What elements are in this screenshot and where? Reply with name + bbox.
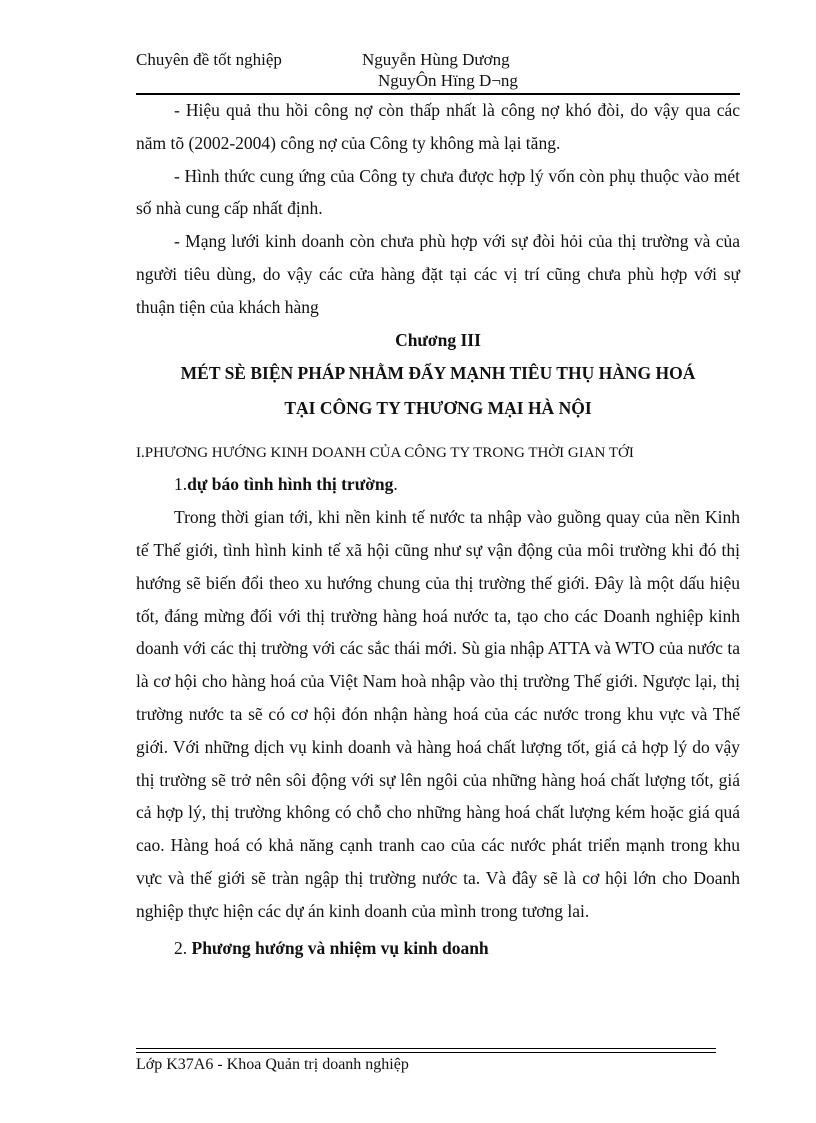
- footer-text: Lớp K37A6 - Khoa Quản trị doanh nghiệp: [136, 1056, 409, 1073]
- subsection-1-period: .: [393, 474, 398, 495]
- subsection-1-heading: [136, 468, 740, 501]
- footer-rule: [136, 1048, 716, 1053]
- chapter-title-line2: TẠI CÔNG TY THƯƠNG MẠI HÀ NỘI: [284, 398, 592, 419]
- subsection-2-heading: [136, 932, 740, 965]
- paragraph-supply-form: - Hình thức cung ứng của Công ty chưa được hợp lý vốn còn phụ thuộc vào mét số nhà cung cấp nhất định.: [136, 165, 740, 219]
- paragraph-business-network: - Mạng lưới kinh doanh còn chưa phù hợp với sự đòi hỏi của thị trường và của người tiêu dùng, do vậy các cửa hàng đặt tại các vị trí cũng chưa phù hợp với sự thuận tiện của khách hàng: [136, 231, 740, 317]
- paragraph-debt-recovery: - Hiệu quả thu hồi công nợ còn thấp nhất là công nợ khó đòi, do vậy qua các năm tõ (2002-2004) công nợ của Công ty không mà lại tăng.: [136, 100, 740, 153]
- paragraph-market-forecast: Trong thời gian tới, khi nền kinh tế nước ta nhập vào guồng quay của nền Kinh tế Thế giới, tình hình kinh tế xã hội cũng như sự vận động của môi trường khi đó thị hướng sẽ biến đổi theo xu hướng chung của thị trường thế giới. Đây là một dấu hiệu tốt, đáng mừng đối với thị trường hàng hoá nước ta, tạo cho các Doanh nghiệp kinh doanh với các thị trường với các sắc thái mới. Sù gia nhập ATTA và WTO của nước ta là cơ hội cho hàng hoá của Việt Nam hoà nhập vào thị trường Thế giới. Ngược lại, thị trường nước ta sẽ có cơ hội đón nhận hàng hoá của các nước trong khu vực và Thế giới. Với những dịch vụ kinh doanh và hàng hoá chất lượng tốt, giá cả hợp lý do vậy thị trường sẽ trở nên sôi động với sự lên ngôi của những hàng hoá chất lượng tốt, giá cả hợp lý, thị trường không có chỗ cho những hàng hoá chất lượng kém hoặc giá quá cao. Hàng hoá có khả năng cạnh tranh cao của các nước phát triển mạnh trong khu vực và thế giới sẽ tràn ngập thị trường nước ta. Và đây sẽ là cơ hội lớn cho Doanh nghiệp thực hiện các dự án kinh doanh của mình trong tương lai.: [136, 507, 740, 921]
- subsection-2-number: 2.: [174, 937, 188, 958]
- header-document-title: Chuyên đề tốt nghiệp: [136, 50, 282, 69]
- header-author: Nguyễn Hùng Dương: [362, 50, 510, 69]
- chapter-title-line1: MÉT SÈ BIỆN PHÁP NHẰM ĐẨY MẠNH TIÊU THỤ HÀNG HOÁ: [180, 363, 696, 384]
- subsection-1-title: dự báo tình hình thị trường: [187, 474, 394, 495]
- chapter-number: Chương III: [395, 329, 481, 350]
- subsection-1-number: 1.: [174, 474, 188, 495]
- header-author-garbled: NguyÔn Hïng D¬ng: [378, 71, 518, 90]
- page-body: [136, 94, 740, 964]
- section-heading: I.PHƯƠNG HƯỚNG KINH DOANH CỦA CÔNG TY TRONG THỜI GIAN TỚI: [136, 445, 634, 462]
- subsection-2-title: Phương hướng và nhiệm vụ kinh doanh: [191, 937, 489, 958]
